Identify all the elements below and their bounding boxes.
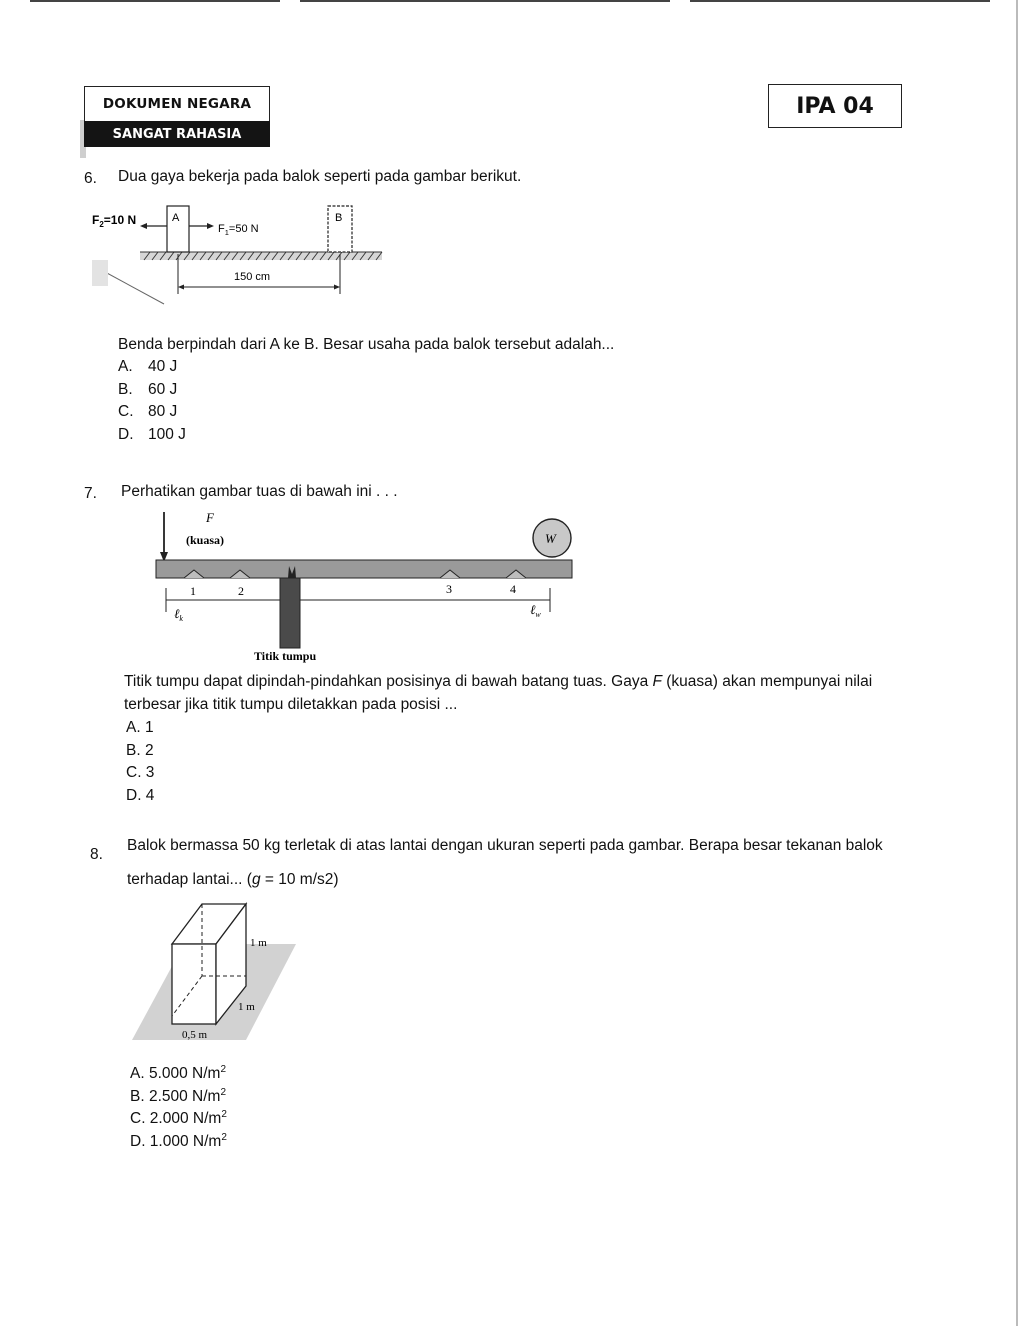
q7-number: 7. — [84, 485, 97, 502]
q8-stem-line2 — [127, 871, 339, 889]
option-text: 40 J — [148, 358, 178, 375]
scan-right-edge — [1016, 0, 1018, 1326]
subject-code: IPA 04 — [796, 93, 874, 119]
q7-option-b[interactable]: B. 2 — [126, 741, 154, 759]
arm-w-label: ℓ$_w$ — [530, 602, 541, 619]
scan-edge-line — [30, 0, 280, 2]
distance-label: 150 cm — [234, 271, 271, 283]
width-label: 0,5 m — [182, 1029, 208, 1041]
distance-arrow-right — [334, 285, 340, 290]
option-key: C. — [118, 403, 134, 420]
option-text: 60 J — [148, 380, 178, 398]
q8-number: 8. — [90, 846, 103, 863]
scan-edge-line — [300, 0, 670, 2]
option-sup: 2 — [220, 1086, 227, 1098]
q6-options — [118, 356, 186, 446]
doc-label: DOKUMEN NEGARA — [102, 96, 252, 112]
force-label: F — [206, 510, 214, 525]
q8-options — [130, 1063, 227, 1153]
q7-question-text: Titik tumpu dapat dipindah-pindahkan posisinya di bawah batang tuas. Gaya — [124, 673, 653, 690]
f2-arrowhead — [140, 223, 147, 229]
option-key: B. — [118, 380, 133, 398]
block-a-label: A — [172, 212, 180, 224]
q7-question-line2: terbesar jika titik tumpu diletakkan pada posisi ... — [124, 696, 458, 713]
q7-option-c[interactable]: C. 3 — [126, 764, 155, 781]
q7-question-var: F — [652, 673, 662, 690]
q6-question: Benda berpindah dari A ke B. Besar usaha pada balok tersebut adalah... — [118, 336, 615, 353]
q7-option-a[interactable]: A. 1 — [126, 719, 154, 736]
option-text: C. 2.000 N/m — [130, 1110, 222, 1127]
q8-option-d[interactable] — [130, 1131, 227, 1154]
scan-edge-line — [690, 0, 990, 2]
option-key: A. — [118, 358, 133, 375]
option-text: 80 J — [148, 403, 178, 420]
position-2-label: 2 — [238, 584, 244, 598]
option-sup: 2 — [220, 1063, 227, 1075]
option-text: B. 2.500 N/m — [130, 1087, 221, 1105]
height-label: 1 m — [250, 937, 267, 949]
block-b-label: B — [335, 212, 343, 224]
q6-option-d[interactable] — [118, 424, 186, 447]
option-sup: 2 — [221, 1131, 227, 1143]
q7-stem: Perhatikan gambar tuas di bawah ini . . . — [121, 483, 398, 500]
position-1-label: 1 — [190, 584, 196, 598]
q7-question-text: (kuasa) akan mempunyai nilai — [661, 673, 873, 690]
q6-figure-force-diagram — [84, 192, 404, 310]
fulcrum-post — [280, 578, 300, 648]
q7-figure-lever — [150, 508, 580, 668]
q6-option-b[interactable] — [118, 379, 186, 402]
q8-stem-text: terhadap lantai... ( — [127, 871, 252, 888]
option-text: D. 1.000 N/m — [130, 1132, 222, 1150]
f1-arrowhead — [207, 223, 214, 229]
scan-artifact — [92, 260, 108, 286]
distance-arrow-left — [178, 285, 184, 290]
option-text: A. 5.000 N/m — [130, 1065, 221, 1082]
q6-stem: Dua gaya bekerja pada balok seperti pada gambar berikut. — [118, 168, 522, 185]
q8-stem-line1: Balok bermassa 50 kg terletak di atas lantai dengan ukuran seperti pada gambar. Berapa besar tekanan balok — [127, 837, 883, 854]
option-sup: 2 — [221, 1108, 227, 1120]
q7-question-line1 — [124, 673, 872, 691]
q7-option-d[interactable]: D. 4 — [126, 786, 155, 804]
q8-option-b[interactable] — [130, 1086, 227, 1109]
f1-label: $F_1=50$ N — [218, 223, 259, 237]
weight-label: W — [545, 531, 556, 546]
doc-label-box — [84, 86, 270, 122]
force-desc: (kuasa) — [186, 533, 225, 547]
fulcrum-label: Titik tumpu — [254, 649, 317, 663]
option-text: 100 J — [148, 425, 186, 443]
depth-label: 1 m — [238, 1001, 255, 1013]
q6-option-a[interactable] — [118, 356, 186, 379]
q8-option-a[interactable] — [130, 1063, 227, 1086]
position-4-label: 4 — [510, 582, 516, 596]
block-front-face — [172, 944, 216, 1024]
arm-k-label: ℓ$_k$ — [174, 606, 183, 623]
position-3-label: 3 — [446, 582, 452, 596]
q6-option-c[interactable] — [118, 401, 186, 424]
q8-figure-block — [126, 898, 302, 1046]
q8-stem-var: g — [251, 871, 261, 888]
secret-label: SANGAT RAHASIA — [112, 126, 242, 142]
q7-options — [126, 717, 154, 807]
q8-stem-text: = 10 m/s2) — [260, 871, 339, 888]
q8-option-c[interactable] — [130, 1108, 227, 1131]
option-key: D. — [118, 425, 134, 443]
secret-label-box — [84, 121, 270, 147]
q6-number: 6. — [84, 170, 97, 187]
subject-code-box — [768, 84, 902, 128]
f2-label: $F_2=10$ N — [92, 213, 137, 229]
